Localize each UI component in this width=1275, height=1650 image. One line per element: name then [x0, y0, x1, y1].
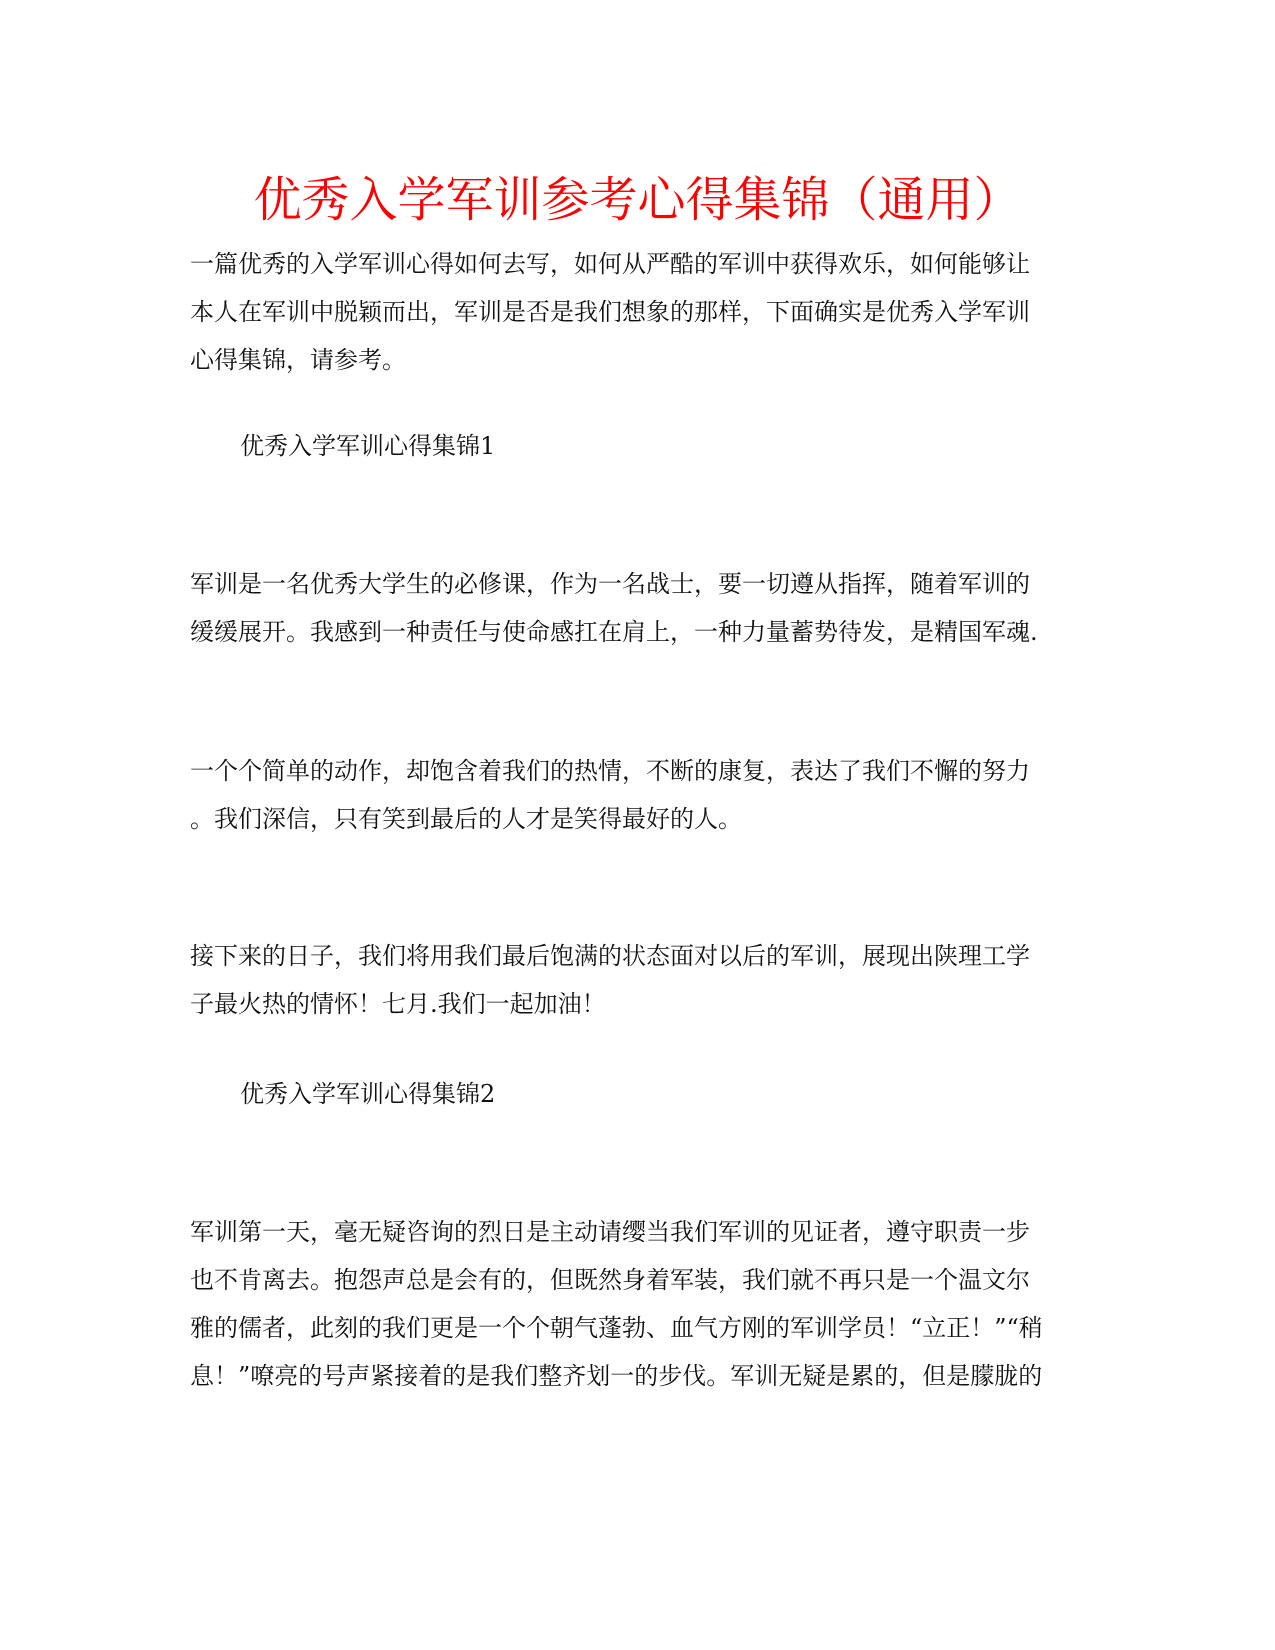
paragraph-line: 接下来的日子，我们将用我们最后饱满的状态面对以后的军训，展现出陕理工学 [190, 942, 1030, 970]
paragraph-line: 雅的儒者，此刻的我们更是一个个朝气蓬勃、血气方刚的军训学员！“立正！”“稍 [190, 1314, 1043, 1342]
paragraph-line: 军训是一名优秀大学生的必修课，作为一名战士，要一切遵从指挥，随着军训的 [190, 570, 1030, 598]
intro-line: 一篇优秀的入学军训心得如何去写，如何从严酷的军训中获得欢乐，如何能够让 [190, 250, 1030, 278]
section-1-paragraph-3 [190, 932, 1090, 1028]
paragraph-line: 息！”嘹亮的号声紧接着的是我们整齐划一的步伐。军训无疑是累的，但是朦胧的 [190, 1362, 1043, 1390]
section-2-heading: 优秀入学军训心得集锦2 [240, 1080, 496, 1108]
intro-line: 心得集锦，请参考。 [190, 346, 406, 374]
paragraph-line: 一个个简单的动作，却饱含着我们的热情，不断的康复，表达了我们不懈的努力 [190, 757, 1030, 785]
paragraph-line: 缓缓展开。我感到一种责任与使命感扛在肩上，一种力量蓄势待发，是精国军魂. [190, 618, 1038, 646]
intro-line: 本人在军训中脱颖而出，军训是否是我们想象的那样，下面确实是优秀入学军训 [190, 298, 1030, 326]
paragraph-line: 子最火热的情怀！七月.我们一起加油！ [190, 990, 606, 1018]
paragraph-line: 也不肯离去。抱怨声总是会有的，但既然身着军装，我们就不再只是一个温文尔 [190, 1266, 1030, 1294]
intro-paragraph [190, 240, 1090, 384]
section-2-paragraph-1 [190, 1208, 1090, 1400]
paragraph-line: 军训第一天，毫无疑咨询的烈日是主动请缨当我们军训的见证者，遵守职责一步 [190, 1218, 1030, 1246]
section-1-paragraph-2 [190, 747, 1090, 843]
section-1-heading: 优秀入学军训心得集锦1 [240, 432, 496, 460]
paragraph-line: 。我们深信，只有笑到最后的人才是笑得最好的人。 [190, 805, 742, 833]
section-1-paragraph-1 [190, 560, 1090, 656]
document-title: 优秀入学军训参考心得集锦（通用） [253, 172, 1022, 228]
